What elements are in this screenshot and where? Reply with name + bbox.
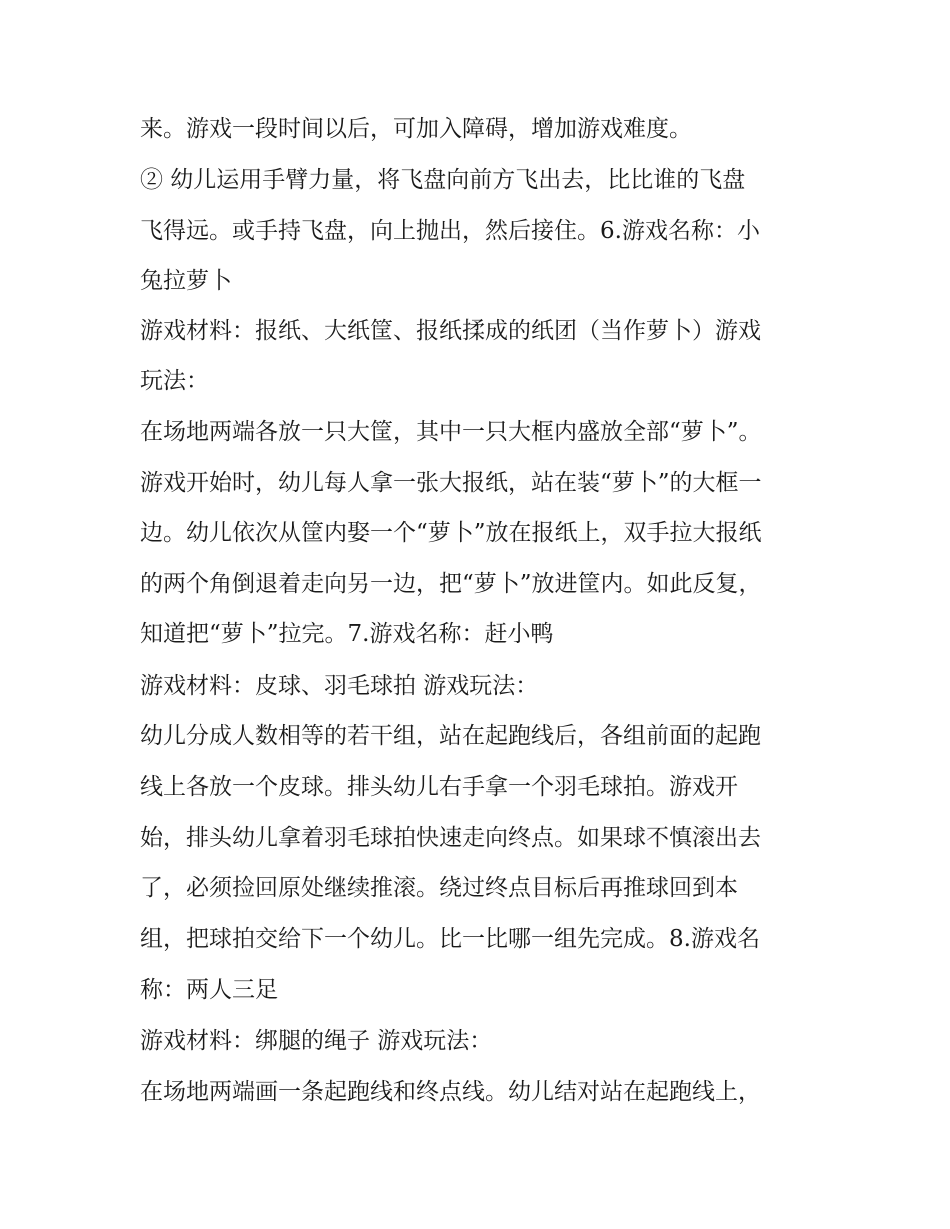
- text-line: 线上各放一个皮球。排头幼儿右手拿一个羽毛球拍。游戏开: [140, 774, 738, 800]
- text-line: 了，必须捡回原处继续推滚。绕过终点目标后再推球回到本: [140, 875, 738, 901]
- text-line: 玩法：: [140, 368, 209, 394]
- text-line: 边。幼儿依次从筐内娶一个“萝卜”放在报纸上，双手拉大报纸: [140, 520, 762, 546]
- text-line: 称：两人三足: [140, 977, 278, 1003]
- text-line: 的两个角倒退着走向另一边，把“萝卜”放进筐内。如此反复，: [140, 571, 762, 597]
- text-line: 组，把球拍交给下一个幼儿。比一比哪一组先完成。8.游戏名: [140, 926, 760, 952]
- text-line: 游戏材料：皮球、羽毛球拍 游戏玩法：: [140, 673, 539, 699]
- text-line: 游戏开始时，幼儿每人拿一张大报纸，站在装“萝卜”的大框一: [140, 470, 762, 496]
- text-line: 来。游戏一段时间以后，可加入障碍，增加游戏难度。: [140, 116, 692, 142]
- text-line: 始，排头幼儿拿着羽毛球拍快速走向终点。如果球不慎滚出去: [140, 825, 761, 851]
- text-line: 知道把“萝卜”拉完。7.游戏名称：赶小鸭: [140, 621, 554, 647]
- text-line: ② 幼儿运用手臂力量，将飞盘向前方飞出去，比比谁的飞盘: [140, 167, 746, 193]
- text-line: 游戏材料：报纸、大纸筐、报纸揉成的纸团（当作萝卜）游戏: [140, 318, 761, 344]
- text-line: 在场地两端各放一只大筐，其中一只大框内盛放全部“萝卜”。: [140, 419, 762, 445]
- text-line: 幼儿分成人数相等的若干组，站在起跑线后，各组前面的起跑: [140, 723, 761, 749]
- text-line: 飞得远。或手持飞盘，向上抛出，然后接住。6.游戏名称：小: [140, 218, 760, 244]
- text-line: 在场地两端画一条起跑线和终点线。幼儿结对站在起跑线上，: [140, 1079, 761, 1105]
- text-line: 兔拉萝卜: [140, 268, 232, 294]
- text-line: 游戏材料：绑腿的绳子 游戏玩法：: [140, 1028, 493, 1054]
